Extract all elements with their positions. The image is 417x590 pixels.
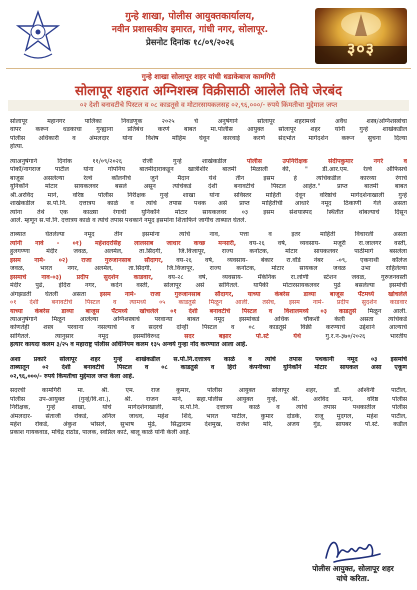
- text-line: त्यांना तेथे एक काळ्या रंगाची युनिकॉर्न मोटार सायकलवर ०३ इसम संशयास्पद स्थितीत थांबल्याचे दिसून: [10, 208, 407, 216]
- text-line: हत्यार कायदा कलम ३/२५ व महाराष्ट्र पोलीस अधिनियम कलम १३५ अन्वये गुन्हा नोंद करण्यात आला आहे.: [10, 341, 248, 349]
- text-line: सांगितले. त्यानुसार नमूद इसमांविरुध्द सदर बझार पो.स्टे येथे गु.र.न-३७०/२०२६ भारतीय: [10, 332, 407, 340]
- text-line: वापर करून धडकाचा गुन्ह्याना प्रतिबंध करणे बाबत मा.पोलीस आयुक्त सोलापूर शहर यांनी गुन्हे शाखेकडील: [10, 126, 407, 134]
- police-star-emblem-icon: [14, 10, 62, 62]
- text-line: हुलगण्णा मंदीर जवळ, अलमेल, ता.सिंदगी, जि.विजापूर, राज्य कर्नाटक, मोटार सायकलवर पाठीमागे बसलेला: [10, 248, 407, 256]
- text-line: शाखेकडील स.पो.नि. दत्तात्रय काळे व त्यांचे तपास पथक असे प्राप्त माहितीची आधारे नमूद ठिकाणी गेले असता: [10, 200, 407, 208]
- text-line: ताब्यात घेतलेल्या नमूद तीन इसमांना त्यांचे नाव, पत्ता व इतर माहिती विचारली असता: [10, 231, 407, 239]
- text-line: पोलीस उप-आयुक्त (गुन्हे/वि.शा.), श्री. राजन माने, सहा.पोलीस आयुक्त गुन्हे, श्री. अरविंद माने, वरिष्ठ पोलीस: [10, 395, 407, 403]
- text-line: युनिकॉर्न मोटार सायकलवर बसले असून त्यांचेकडे देशी बनावटीचे पिस्टल आहेत." प्राप्त बातमी बाबत: [10, 183, 407, 191]
- text-line: इसम नामे- ०२) राजा गुरुजानसाब सौदागर, वय-२६ वर्ष, व्यवसाय- बेकार रा.वॉर्ड नंबर -०९, एकनाथी कॉलेज: [10, 256, 407, 264]
- text-line: बाजूस असलेल्या रेल्वे कॉलनीचे जुने मैदान येथे तीन इसम हे त्यांचेकडील कारव्या रंगाचे: [10, 174, 407, 182]
- text-line: याच्या कंबरेस डाव्या बाजूस पॅंटमध्ये खोचलेले ०१ देशी बनावटीचे पिस्टल व विशालमध्ये ०३ काडतुसे मिळून आली.: [10, 307, 407, 315]
- text-line: अशा प्रकारे सोलापूर शहर गुन्हे शाखेकडील स.पो.नि.दत्तात्रय काळे व त्यांचे तपास पथकानी नमूद ०३ इसमांचे: [10, 355, 407, 363]
- press-note-date: प्रेसनोट दिनांक १८/०९/२०२६: [145, 37, 235, 47]
- signatory-title: पोलीस आयुक्त, सोलापूर शहर: [312, 564, 394, 573]
- paragraph: [10, 158, 407, 226]
- signature-block: [298, 536, 408, 584]
- office-line-1: गुन्हे शाखा, पोलीस आयुक्तकार्यालय,: [125, 11, 255, 22]
- text-line: जवळ, भारत नगर, अलमेल, ता.सिंदगी, जि.विजापूर, राज्य कर्नाटक, मोटार सायकल जवळ उभा राहिलेल्या: [10, 265, 407, 273]
- text-line: आले. म्हणून स.पो.नि. दत्तात्रय काळे व त्यांचे तपास पथकाने नमूद इसमांना शिताफिने जागीच ताब्यात घेतले.: [10, 216, 247, 224]
- text-line: महेश रोकडे, अंकुश भोसले, सुभाष मुंढे, सिद्धाराम देशमुख, राजेश मोरे, अजय गुंड, सायबर पो.स्टे. कडील: [10, 420, 407, 428]
- text-line: मंदीर पुढे, इंदिरा नगर, कर्दन वस्ती, सोलापूर असे सांगितले. यापैकी मोटारसायकलवर पुढे बसलेल्या इसमांची: [10, 282, 407, 290]
- letterhead-text: [70, 10, 310, 49]
- seizure-summary-strip: ०२ देशी बनावटीचे पिस्टल व ०८ काडतूसे व मोटारसायकलसह ०२,९६,०००/- रुपये किंमतीचा मुद्देमाल जप्त: [8, 100, 409, 111]
- letterhead: [6, 6, 411, 69]
- press-note-body: [10, 118, 407, 444]
- text-line: कोणतेही शस्त्र परवाना नसल्याचे व सदरचे दोन्ही पिस्टल व ०८ काडतूसे विक्री करण्याचे उद्देशाने आल्याचे: [10, 324, 407, 332]
- paragraph: [10, 356, 407, 381]
- handwritten-signature: [320, 536, 386, 566]
- text-line: प्रकाश गायकवाड, मचिंद्र राठोड, पालक, स्वप्निल काटे, बालू काळे यांनी केली आहे.: [10, 429, 191, 437]
- text-line: ०२,९६,०००/- रुपये किंमतीचा मुद्देमाल जप्त केला आहे.: [10, 372, 135, 380]
- signatory-title-2: यांचे करिता.: [336, 574, 370, 583]
- paragraph: [10, 231, 407, 349]
- text-line: सोलापूर महानगर पालिका निवडणूक २०२५ चे अनुषंगाने सोलापूर शहरामध्ये अवैध शस्त्र/अग्निशस्त्रांचा: [10, 118, 407, 125]
- text-line: ताब्यातून ०२ देशी बनावटीचे पिस्टल व ०८ काडतुसे व हिरो कंपनीच्या युनिकॉर्न मोटार सायकल असा एकूण: [10, 364, 407, 372]
- text-line: इसमाचे नाव-०३) प्रदीप सुदर्शन काडवार, वय-२८ वर्ष, व्यवसाय- मॅकेनिक रा.लोणी स्टेशन जवळ, गुरुजनवस्ती: [10, 273, 407, 281]
- text-line: अंगझडती घेतली असता इसम नामे- राजा गुरुजानसाब सौदागर, याच्या कंबरेस डाव्या बाजूस पॅंटमध्ये खोचलेले: [10, 290, 407, 298]
- text-line: त्याअनुषंगाने दिनांक ११/०९/२०२६ रोजी गुन्हे शाखेकडील पोलीस उपनिरीक्षक संदीपकुमार नगरे व: [10, 157, 407, 165]
- headline: सोलापूर शहरात अग्निशस्त्र विक्रीसाठी आलेले तिघे जेरबंद: [75, 84, 342, 99]
- text-line: होत्या.: [10, 143, 24, 151]
- text-line: पोलीस अधिकारी व अंमलदार यांना विशेष मोहिम घेवून कारवाई करणे संदर्भात मार्गदर्शन करून सुचना दिल्या: [10, 134, 407, 142]
- paragraph: [10, 118, 407, 152]
- text-line: सदरची कामगिरी मा. श्री. एम. राज कुमार, पोलीस आयुक्त सोलापूर शहर, डॉ. अश्विनी पाटील,: [10, 387, 407, 395]
- text-line: श्री.अरविंद माने, वरिष्ठ पोलीस निरीक्षक गुन्हे शाखा यांना सविस्तर माहिती देवून वरिष्ठांचे मार्गदर्शनाखाली गुन्हे: [10, 191, 407, 199]
- text-line: पोकॉ/नागराज पाटील यांना गोपनिय बातमीदाराकडून खात्रीशीर बातमी मिळाली की, " डी.आर.एम. रेल्वे ऑफिसचे: [10, 166, 407, 174]
- subheading: गुन्हे शाखा सोलापूर शहर यांची धडाकेबाज कामगिरी: [141, 72, 276, 81]
- text-line: ०१ देशी बनावटीचे पिस्टल व त्यामध्ये ०५ काडतुसे मिळून आली. तसेच, इसम नामे- प्रदीप सुदर्शन काडवार: [10, 299, 407, 307]
- text-line: त्यांनी नावे - ०१) महेशदरसिंह लालसाब जाधार कच्छ मन्सारी, वय-२६ वर्ष, व्यवसाय- मजूरी रा.जालगर वस्ती,: [10, 239, 407, 247]
- text-line: त्याअनुषंगाने मिळून आलेल्या अग्निशस्त्राचे परवान्या बाबत नमूद इसमांकडे अधिक चौकशी केली असता त्यांचेकडे: [10, 315, 407, 323]
- text-line: अंमलदार- संताजी रोकडे, अनिल जाधव, महेश शिंदे, भारत पाटील, कुमार दोडके, राजू मुदगल, महेश पाटील,: [10, 412, 407, 420]
- anniversary-badge: [315, 8, 407, 64]
- text-line: निरीक्षक, गुन्हे शाखा, यांचे मार्गदर्शनाखाली, स.पो.नि. दत्तात्रय काळे व त्यांचे तपास पथकातील पोलीस: [10, 404, 407, 412]
- paragraph: [10, 387, 407, 438]
- badge-numeral: ३०३: [347, 39, 375, 58]
- office-address: नवीन प्रशासकीय इमारत, गांधी नगर, सोलापूर.: [111, 24, 269, 35]
